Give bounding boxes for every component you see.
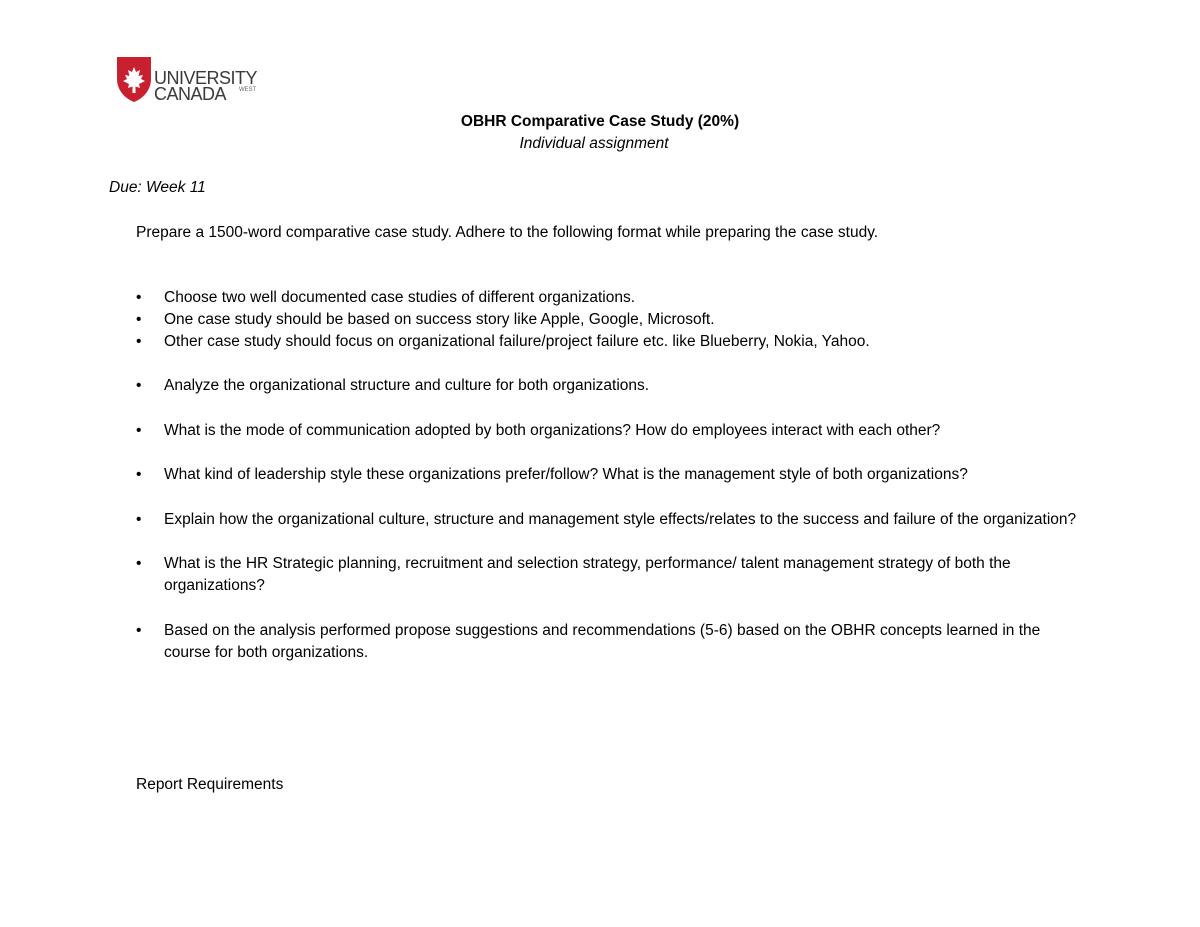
list-item-text: What kind of leadership style these organizations prefer/follow? What is the management style of both organizations? [164, 466, 968, 483]
maple-leaf-shield-icon [117, 57, 153, 103]
list-item [136, 509, 1086, 531]
list-item [136, 309, 1086, 331]
bullet-icon: • [136, 311, 142, 328]
intro-paragraph: Prepare a 1500-word comparative case study. Adhere to the following format while preparing the case study. [136, 224, 879, 241]
due-date: Due: Week 11 [109, 179, 206, 196]
bullet-icon: • [136, 377, 142, 394]
bullet-icon: • [136, 555, 142, 572]
list-item-text: Explain how the organizational culture, structure and management style effects/relates to the success and failure of the organization? [164, 511, 1077, 528]
bullet-icon: • [136, 289, 142, 306]
bullet-icon: • [136, 333, 142, 350]
logo-text-line1: UNIVERSITY [154, 68, 258, 88]
bullet-icon: • [136, 622, 142, 639]
university-canada-west-logo [117, 57, 277, 103]
list-item [136, 375, 1086, 397]
bullet-icon: • [136, 422, 142, 439]
list-item-text: What is the mode of communication adopted by both organizations? How do employees interact with each other? [164, 422, 941, 439]
list-item-text: Based on the analysis performed propose suggestions and recommendations (5-6) based on the OBHR concepts learned in the course for both organizations. [164, 622, 1041, 661]
bullet-icon: • [136, 511, 142, 528]
list-item [136, 420, 1086, 442]
report-requirements-heading: Report Requirements [136, 776, 284, 793]
document-subtitle: Individual assignment [519, 135, 669, 152]
list-item-text: Analyze the organizational structure and culture for both organizations. [164, 377, 650, 394]
list-item [136, 620, 1086, 664]
bullet-icon: • [136, 466, 142, 483]
list-item-text: What is the HR Strategic planning, recruitment and selection strategy, performance/ talent management strategy of both the organizations? [164, 555, 1011, 594]
list-item [136, 553, 1086, 597]
logo-text-line2: CANADA [154, 84, 227, 104]
list-item-text: One case study should be based on success story like Apple, Google, Microsoft. [164, 311, 715, 328]
list-item-text: Other case study should focus on organizational failure/project failure etc. like Blueberry, Nokia, Yahoo. [164, 333, 870, 350]
logo-text-suffix: WEST [239, 87, 257, 93]
list-item-text: Choose two well documented case studies of different organizations. [164, 289, 636, 306]
document-title: OBHR Comparative Case Study (20%) [460, 113, 740, 130]
list-item [136, 331, 1086, 353]
list-item [136, 287, 1086, 309]
list-item [136, 464, 1086, 486]
